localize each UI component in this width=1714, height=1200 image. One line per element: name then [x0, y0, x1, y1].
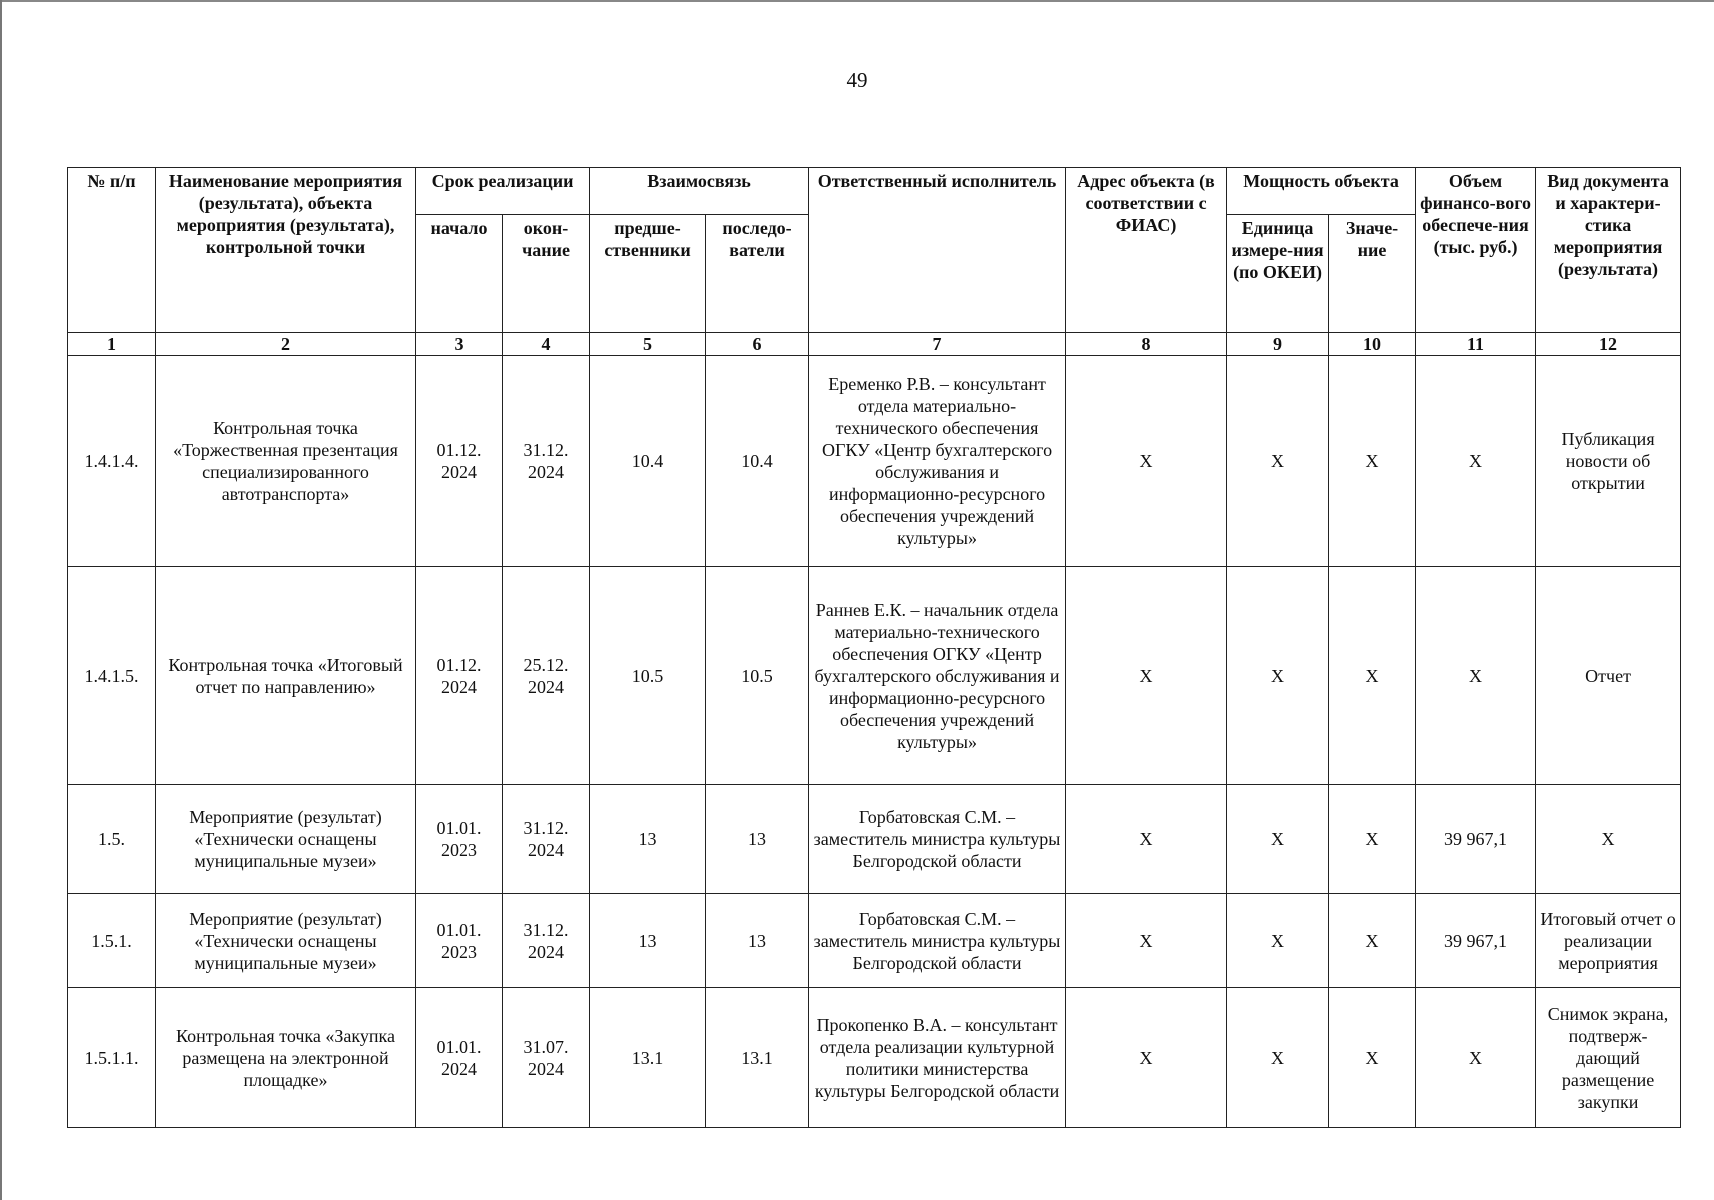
row-name: Контрольная точка «Закупка размещена на электронной площадке» [156, 988, 416, 1128]
row-successors: 10.5 [706, 567, 809, 785]
header-responsible: Ответственный исполнитель [809, 168, 1066, 333]
table-row [68, 356, 1681, 567]
row-address: Х [1066, 894, 1227, 988]
column-number: 1 [68, 333, 156, 356]
row-doc-type: Отчет [1536, 567, 1681, 785]
row-num: 1.4.1.4. [68, 356, 156, 567]
row-unit: Х [1227, 894, 1329, 988]
row-funding: Х [1416, 988, 1536, 1128]
row-funding: 39 967,1 [1416, 894, 1536, 988]
row-unit: Х [1227, 988, 1329, 1128]
column-number: 5 [590, 333, 706, 356]
column-number: 7 [809, 333, 1066, 356]
table-row [68, 988, 1681, 1128]
header-name: Наименование мероприятия (результата), объекта мероприятия (результата), контрольной точки [156, 168, 416, 333]
row-end: 31.07. 2024 [503, 988, 590, 1128]
row-name: Мероприятие (результат) «Технически оснащены муниципальные музеи» [156, 785, 416, 894]
row-doc-type: Итоговый отчет о реализации мероприятия [1536, 894, 1681, 988]
table-row [68, 785, 1681, 894]
row-start: 01.01. 2023 [416, 785, 503, 894]
row-successors: 10.4 [706, 356, 809, 567]
row-predecessors: 13 [590, 785, 706, 894]
row-responsible: Еременко Р.В. – консультант отдела материально-технического обеспечения ОГКУ «Центр бухгалтерского обслуживания и информационно-ресурсного обеспечения учреждений культуры» [809, 356, 1066, 567]
row-address: Х [1066, 356, 1227, 567]
column-number: 6 [706, 333, 809, 356]
row-doc-type: Публикация новости об открытии [1536, 356, 1681, 567]
table-row [68, 894, 1681, 988]
row-num: 1.4.1.5. [68, 567, 156, 785]
header-period-start: начало [416, 215, 503, 333]
header-unit: Единица измере-ния (по ОКЕИ) [1227, 215, 1329, 333]
column-number: 9 [1227, 333, 1329, 356]
row-predecessors: 13 [590, 894, 706, 988]
header-value: Значе-ние [1329, 215, 1416, 333]
row-unit: Х [1227, 785, 1329, 894]
row-predecessors: 10.4 [590, 356, 706, 567]
row-value: Х [1329, 988, 1416, 1128]
row-name: Контрольная точка «Итоговый отчет по направлению» [156, 567, 416, 785]
page-number: 49 [846, 68, 868, 92]
row-unit: Х [1227, 567, 1329, 785]
column-number: 3 [416, 333, 503, 356]
row-successors: 13.1 [706, 988, 809, 1128]
header-funding: Объем финансо-вого обеспече-ния (тыс. руб.) [1416, 168, 1536, 333]
row-responsible: Горбатовская С.М. – заместитель министра культуры Белгородской области [809, 785, 1066, 894]
row-predecessors: 13.1 [590, 988, 706, 1128]
page-top-edge [0, 0, 1714, 2]
header-num: № п/п [68, 168, 156, 333]
column-number: 4 [503, 333, 590, 356]
column-number: 12 [1536, 333, 1681, 356]
implementation-plan-table [67, 167, 1681, 1128]
row-funding: 39 967,1 [1416, 785, 1536, 894]
row-end: 31.12. 2024 [503, 894, 590, 988]
header-period: Срок реализации [416, 168, 590, 215]
row-address: Х [1066, 785, 1227, 894]
row-end: 31.12. 2024 [503, 785, 590, 894]
row-name: Мероприятие (результат) «Технически оснащены муниципальные музеи» [156, 894, 416, 988]
row-successors: 13 [706, 894, 809, 988]
header-doc-type: Вид документа и характери-стика мероприятия (результата) [1536, 168, 1681, 333]
header-successors: последо-ватели [706, 215, 809, 333]
table-row [68, 567, 1681, 785]
row-end: 25.12. 2024 [503, 567, 590, 785]
row-address: Х [1066, 988, 1227, 1128]
header-capacity: Мощность объекта [1227, 168, 1416, 215]
row-num: 1.5. [68, 785, 156, 894]
row-responsible: Раннев Е.К. – начальник отдела материально-технического обеспечения ОГКУ «Центр бухгалтерского обслуживания и информационно-ресурсного обеспечения учреждений культуры» [809, 567, 1066, 785]
row-funding: Х [1416, 356, 1536, 567]
column-number: 10 [1329, 333, 1416, 356]
header-relation: Взаимосвязь [590, 168, 809, 215]
row-end: 31.12. 2024 [503, 356, 590, 567]
row-value: Х [1329, 356, 1416, 567]
row-responsible: Прокопенко В.А. – консультант отдела реализации культурной политики министерства культуры Белгородской области [809, 988, 1066, 1128]
row-address: Х [1066, 567, 1227, 785]
row-num: 1.5.1. [68, 894, 156, 988]
row-unit: Х [1227, 356, 1329, 567]
row-num: 1.5.1.1. [68, 988, 156, 1128]
row-start: 01.12. 2024 [416, 356, 503, 567]
row-predecessors: 10.5 [590, 567, 706, 785]
page-left-edge [0, 0, 2, 1200]
row-start: 01.01. 2023 [416, 894, 503, 988]
header-address: Адрес объекта (в соответствии с ФИАС) [1066, 168, 1227, 333]
column-numbers-row [68, 333, 1681, 356]
row-doc-type: Снимок экрана, подтверж-дающий размещение закупки [1536, 988, 1681, 1128]
row-successors: 13 [706, 785, 809, 894]
row-start: 01.12. 2024 [416, 567, 503, 785]
column-number: 2 [156, 333, 416, 356]
header-period-end: окон-чание [503, 215, 590, 333]
row-start: 01.01. 2024 [416, 988, 503, 1128]
row-value: Х [1329, 567, 1416, 785]
row-doc-type: Х [1536, 785, 1681, 894]
row-funding: Х [1416, 567, 1536, 785]
row-responsible: Горбатовская С.М. – заместитель министра культуры Белгородской области [809, 894, 1066, 988]
header-predecessors: предше-ственники [590, 215, 706, 333]
row-name: Контрольная точка «Торжественная презентация специализированного автотранспорта» [156, 356, 416, 567]
column-number: 11 [1416, 333, 1536, 356]
column-number: 8 [1066, 333, 1227, 356]
row-value: Х [1329, 785, 1416, 894]
row-value: Х [1329, 894, 1416, 988]
